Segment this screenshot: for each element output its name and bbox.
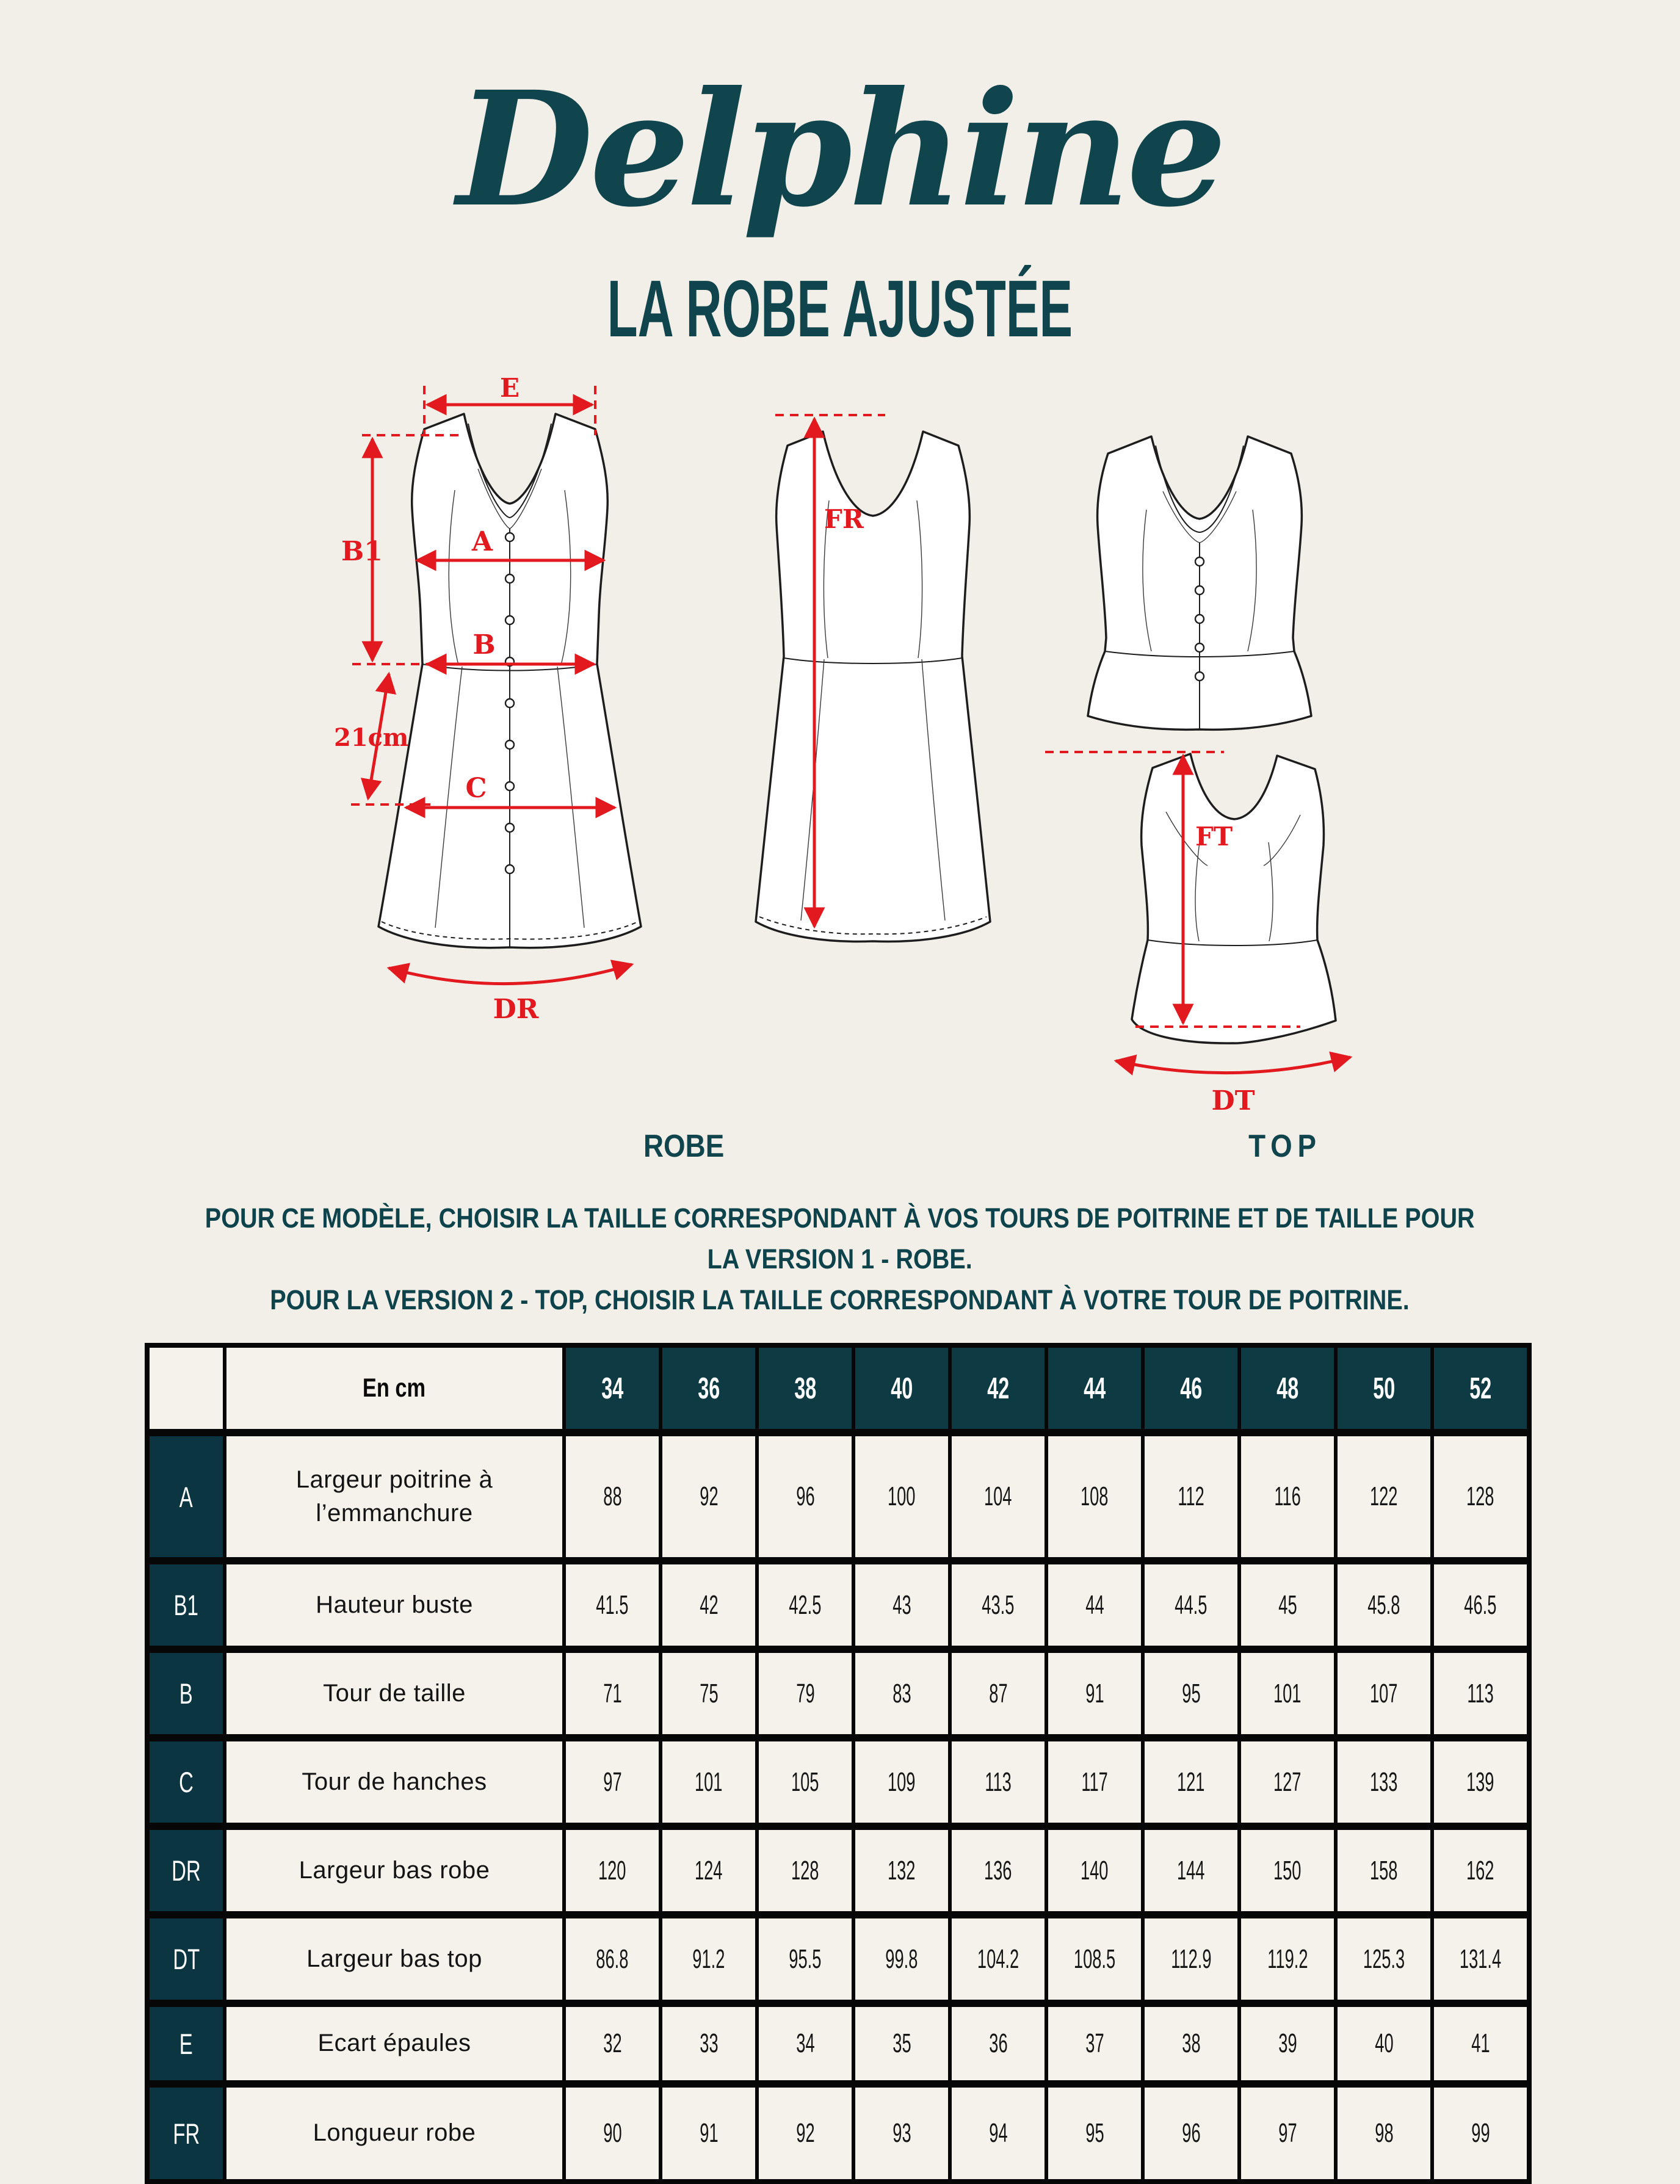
table-cell: 36	[952, 2007, 1045, 2080]
table-cell: 39	[1241, 2007, 1334, 2080]
table-cell: 101	[1241, 1653, 1334, 1734]
row-label-A: Largeur poitrine à l’emmanchure	[226, 1436, 562, 1557]
row-label-E: Ecart épaules	[226, 2007, 562, 2080]
table-cell: 108	[1048, 1436, 1141, 1557]
table-cell: 101	[662, 1741, 755, 1823]
table-cell: 97	[566, 1741, 659, 1823]
table-cell: 124	[662, 1830, 755, 1911]
table-cell: 93	[855, 2088, 948, 2179]
page-title: Delphine	[457, 57, 1223, 242]
table-cell: 42	[662, 1564, 755, 1646]
row-label-FR: Longueur robe	[226, 2088, 562, 2179]
dress-front-outline	[378, 414, 641, 948]
table-cell: 150	[1241, 1830, 1334, 1911]
size-column-header: 34	[566, 1348, 659, 1429]
table-cell: 162	[1434, 1830, 1527, 1911]
size-column-header: 52	[1434, 1348, 1527, 1429]
row-code-A: A	[150, 1436, 223, 1557]
dim-label-E: E	[499, 377, 520, 403]
size-column-header: 46	[1145, 1348, 1237, 1429]
row-label-DT: Largeur bas top	[226, 1918, 562, 2000]
table-cell: 43.5	[952, 1564, 1045, 1646]
dim-label-B1: B1	[341, 536, 383, 567]
sizing-note-line2: LA VERSION 1 - ROBE.	[707, 1243, 973, 1275]
table-cell: 116	[1241, 1436, 1334, 1557]
table-cell: 99.8	[855, 1918, 948, 2000]
table-cell: 38	[1145, 2007, 1237, 2080]
dress-caption-text: ROBE	[643, 1129, 725, 1164]
table-cell: 90	[566, 2088, 659, 2179]
table-cell: 94	[952, 2088, 1045, 2179]
table-cell: 95	[1048, 2088, 1141, 2179]
size-column-header: 38	[759, 1348, 852, 1429]
size-column-header: 50	[1338, 1348, 1430, 1429]
dim-label-B: B	[472, 629, 496, 660]
table-cell: 104	[952, 1436, 1045, 1557]
table-cell: 107	[1338, 1653, 1430, 1734]
table-cell: 95.5	[759, 1918, 852, 2000]
table-cell: 127	[1241, 1741, 1334, 1823]
table-cell: 41	[1434, 2007, 1527, 2080]
table-cell: 43	[855, 1564, 948, 1646]
table-cell: 44.5	[1145, 1564, 1237, 1646]
dim-label-C: C	[465, 773, 487, 804]
table-cell: 42.5	[759, 1564, 852, 1646]
table-cell: 91	[662, 2088, 755, 2179]
page-subtitle	[0, 264, 1680, 353]
table-cell: 99	[1434, 2088, 1527, 2179]
table-cell: 45.8	[1338, 1564, 1430, 1646]
table-corner-cell	[150, 1348, 223, 1429]
table-cell: 140	[1048, 1830, 1141, 1911]
row-code-B: B	[150, 1653, 223, 1734]
table-cell: 125.3	[1338, 1918, 1430, 2000]
dim-label-DR: DR	[493, 994, 539, 1024]
row-label-DR: Largeur bas robe	[226, 1830, 562, 1911]
dim-label-A: A	[471, 526, 493, 557]
table-cell: 122	[1338, 1436, 1430, 1557]
row-label-B1: Hauteur buste	[226, 1564, 562, 1646]
table-cell: 45	[1241, 1564, 1334, 1646]
table-cell: 117	[1048, 1741, 1141, 1823]
top-front-sketch	[1038, 412, 1361, 742]
row-code-DT: DT	[150, 1918, 223, 2000]
table-cell: 79	[759, 1653, 852, 1734]
table-cell: 91	[1048, 1653, 1141, 1734]
table-cell: 105	[759, 1741, 852, 1823]
top-caption	[1181, 1128, 1389, 1165]
table-cell: 95	[1145, 1653, 1237, 1734]
table-cell: 144	[1145, 1830, 1237, 1911]
table-cell: 87	[952, 1653, 1045, 1734]
table-cell: 109	[855, 1741, 948, 1823]
top-caption-text: TOP	[1248, 1129, 1322, 1164]
row-code-B1: B1	[150, 1564, 223, 1646]
table-cell: 34	[759, 2007, 852, 2080]
table-cell: 158	[1338, 1830, 1430, 1911]
table-cell: 35	[855, 2007, 948, 2080]
table-cell: 113	[1434, 1653, 1527, 1734]
table-cell: 88	[566, 1436, 659, 1557]
table-cell: 92	[759, 2088, 852, 2179]
row-label-C: Tour de hanches	[226, 1741, 562, 1823]
dim-label-21cm: 21cm	[334, 723, 409, 752]
table-cell: 133	[1338, 1741, 1430, 1823]
row-code-C: C	[150, 1741, 223, 1823]
table-cell: 120	[566, 1830, 659, 1911]
size-column-header: 42	[952, 1348, 1045, 1429]
size-column-header: 36	[662, 1348, 755, 1429]
table-cell: 97	[1241, 2088, 1334, 2179]
top-back-outline	[1132, 754, 1336, 1043]
table-cell: 41.5	[566, 1564, 659, 1646]
size-column-header: 48	[1241, 1348, 1334, 1429]
table-cell: 46.5	[1434, 1564, 1527, 1646]
table-cell: 104.2	[952, 1918, 1045, 2000]
size-column-header: 40	[855, 1348, 948, 1429]
table-cell: 112	[1145, 1436, 1237, 1557]
row-code-FR: FR	[150, 2088, 223, 2179]
row-code-E: E	[150, 2007, 223, 2080]
sizing-note-line3: POUR LA VERSION 2 - TOP, CHOISIR LA TAILLE CORRESPONDANT À VOTRE TOUR DE POITRINE.	[270, 1284, 1410, 1315]
sizing-note	[107, 1198, 1573, 1320]
table-unit-header: En cm	[226, 1348, 562, 1429]
table-cell: 71	[566, 1653, 659, 1734]
table-cell: 96	[759, 1436, 852, 1557]
row-label-B: Tour de taille	[226, 1653, 562, 1734]
table-cell: 37	[1048, 2007, 1141, 2080]
row-code-DR: DR	[150, 1830, 223, 1911]
dress-front-sketch	[333, 377, 650, 1024]
table-cell: 136	[952, 1830, 1045, 1911]
table-cell: 119.2	[1241, 1918, 1334, 2000]
top-front-outline	[1088, 436, 1311, 729]
table-cell: 91.2	[662, 1918, 755, 2000]
table-cell: 75	[662, 1653, 755, 1734]
size-table	[145, 1343, 1532, 2184]
table-cell: 121	[1145, 1741, 1237, 1823]
table-cell: 44	[1048, 1564, 1141, 1646]
table-cell: 128	[1434, 1436, 1527, 1557]
table-cell: 100	[855, 1436, 948, 1557]
table-cell: 113	[952, 1741, 1045, 1823]
sizing-note-line1: POUR CE MODÈLE, CHOISIR LA TAILLE CORRESPONDANT À VOS TOURS DE POITRINE ET DE TAILLE POUR	[205, 1202, 1475, 1234]
table-cell: 96	[1145, 2088, 1237, 2179]
table-cell: 131.4	[1434, 1918, 1527, 2000]
table-cell: 98	[1338, 2088, 1430, 2179]
dim-label-FT: FT	[1195, 822, 1233, 852]
dress-caption	[580, 1128, 788, 1165]
dim-label-DT: DT	[1211, 1085, 1255, 1116]
dim-label-FR: FR	[824, 504, 864, 534]
page-subtitle-text: LA ROBE AJUSTÉE	[607, 264, 1073, 353]
table-cell: 128	[759, 1830, 852, 1911]
table-cell: 33	[662, 2007, 755, 2080]
table-cell: 132	[855, 1830, 948, 1911]
table-cell: 40	[1338, 2007, 1430, 2080]
dress-back-sketch	[745, 397, 1001, 983]
table-cell: 112.9	[1145, 1918, 1237, 2000]
top-back-sketch	[1044, 739, 1386, 1117]
dress-back-outline	[756, 432, 990, 941]
table-cell: 32	[566, 2007, 659, 2080]
table-cell: 108.5	[1048, 1918, 1141, 2000]
size-column-header: 44	[1048, 1348, 1141, 1429]
table-cell: 92	[662, 1436, 755, 1557]
table-cell: 86.8	[566, 1918, 659, 2000]
table-cell: 139	[1434, 1741, 1527, 1823]
table-cell: 83	[855, 1653, 948, 1734]
